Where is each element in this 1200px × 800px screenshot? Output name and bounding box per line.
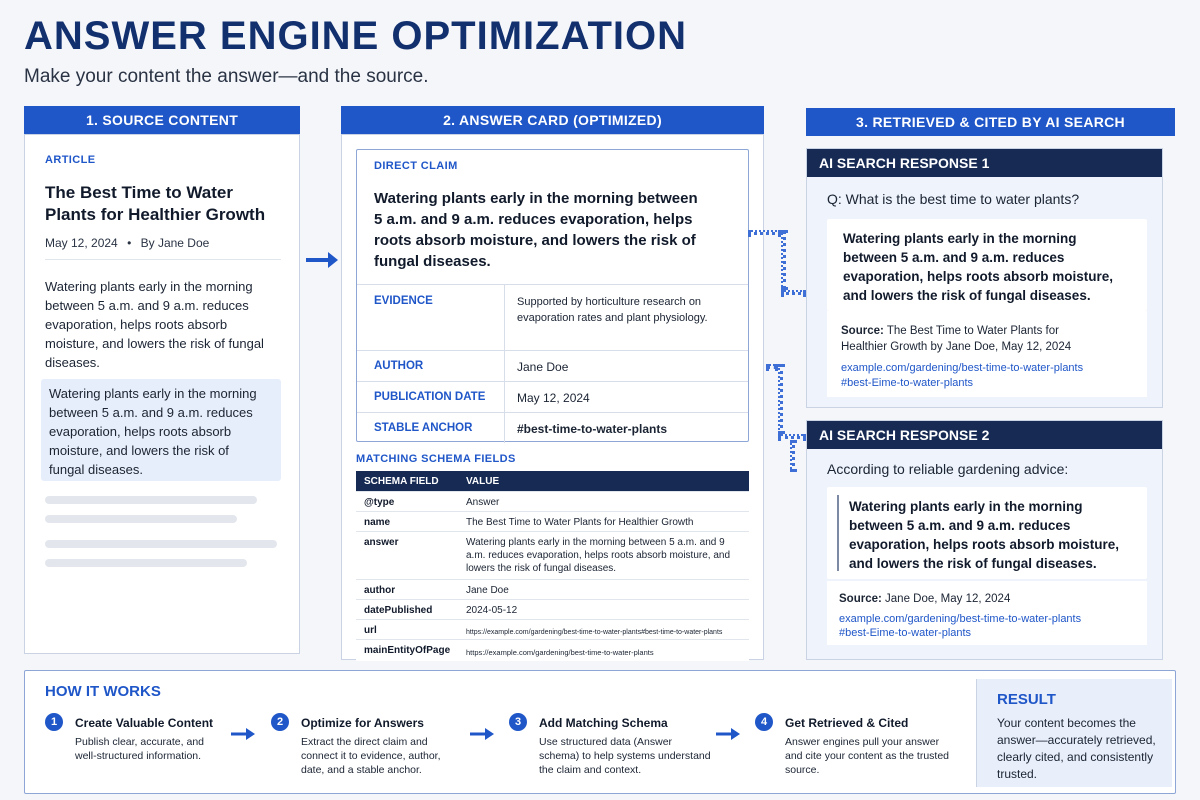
schema-value: Watering plants early in the morning between 5 a.m. and 9 a.m. reduces evaporation, helps roots absorb moisture, and lowers the risk of fungal diseases. (466, 537, 731, 574)
ai-response-2-answer-box (827, 487, 1147, 579)
result-text: Your content becomes the answer—accurately retrieved, clearly cited, and consistently trusted. (997, 716, 1156, 781)
step-number: 1 (45, 713, 63, 731)
schema-field: author (364, 585, 396, 596)
source-label: Source: (841, 325, 884, 337)
divider (45, 259, 281, 260)
schema-row (356, 639, 749, 661)
arrow-right-icon (230, 727, 256, 741)
answer-card-panel (341, 134, 764, 660)
author-value: Jane Doe (517, 360, 569, 374)
ai-response-1-answer: Watering plants early in the morning between 5 a.m. and 9 a.m. reduces evaporation, helps roots absorb moisture, and lowers the risk of fungal diseases. (843, 231, 1114, 303)
publication-date-value: May 12, 2024 (517, 391, 590, 405)
connector-line (790, 440, 795, 472)
ai-response-1-source-text (841, 323, 1101, 355)
ai-response-2-source-text (839, 591, 1010, 607)
schema-row (356, 599, 749, 619)
ai-response-2-intro: According to reliable gardening advice: (827, 461, 1069, 477)
connector-line (781, 230, 786, 290)
placeholder-line (45, 559, 247, 567)
source-content-header: 1. SOURCE CONTENT (24, 106, 300, 134)
ai-response-2-source (827, 581, 1147, 645)
schema-value: The Best Time to Water Plants for Healthier Growth (466, 517, 694, 528)
article-meta (45, 236, 209, 250)
ai-response-2-link[interactable]: example.com/gardening/best-time-to-water-plants (839, 613, 1082, 625)
source-label: Source: (839, 593, 882, 605)
connector-line (766, 364, 778, 369)
schema-title: MATCHING SCHEMA FIELDS (356, 453, 516, 465)
meta-separator: • (127, 236, 132, 250)
publication-date-label: PUBLICATION DATE (374, 391, 486, 403)
direct-claim-text: Watering plants early in the morning between 5 a.m. and 9 a.m. reduces evaporation, helps roots absorb moisture, and lowers the risk of fungal diseases. (374, 190, 698, 270)
placeholder-line (45, 496, 257, 504)
step-title: Optimize for Answers (301, 716, 424, 730)
schema-row (356, 491, 749, 511)
ai-response-1-source (827, 311, 1147, 397)
schema-row (356, 531, 749, 579)
column-divider (504, 382, 505, 412)
schema-value: Answer (466, 497, 500, 508)
how-it-works-panel (24, 670, 1176, 794)
column-divider (504, 413, 505, 443)
step-text: Use structured data (Answer schema) to help systems understand the claim and context. (539, 736, 711, 776)
article-author: By Jane Doe (140, 236, 210, 250)
step-title: Create Valuable Content (75, 716, 214, 730)
column-divider (504, 351, 505, 381)
ai-response-1 (806, 148, 1163, 408)
schema-row (356, 619, 749, 639)
source-citation: Jane Doe, May 12, 2024 (885, 593, 1011, 605)
stable-anchor-row (357, 412, 748, 443)
retrieved-header: 3. RETRIEVED & CITED BY AI SEARCH (806, 108, 1175, 136)
step-title: Get Retrieved & Cited (785, 716, 909, 730)
placeholder-line (45, 515, 237, 523)
ai-response-1-header: AI SEARCH RESPONSE 1 (807, 149, 1162, 177)
step-number: 3 (509, 713, 527, 731)
how-it-works-title: HOW IT WORKS (45, 683, 161, 700)
schema-field: name (364, 517, 391, 528)
connector-line (778, 434, 806, 439)
ai-response-2-anchor-link[interactable]: #best-Eime-to-water-plants (839, 627, 972, 639)
column-divider (504, 285, 505, 350)
schema-field: mainEntityOfPage (364, 645, 451, 656)
author-row (357, 350, 748, 381)
schema-value: 2024-05-12 (466, 605, 518, 616)
schema-table (356, 471, 749, 661)
step-number: 2 (271, 713, 289, 731)
ai-response-2-answer: Watering plants early in the morning between 5 a.m. and 9 a.m. reduces evaporation, helps roots absorb moisture, and lowers the risk of fungal diseases. (849, 499, 1120, 571)
highlighted-claim-text: Watering plants early in the morning between 5 a.m. and 9 a.m. reduces evaporation, helps roots absorb moisture, and lowers the risk of fungal diseases. (49, 386, 257, 477)
publication-date-row (357, 381, 748, 412)
source-content-panel (24, 134, 300, 654)
connector-line (781, 290, 806, 295)
schema-table-header (356, 471, 749, 491)
quote-bar (837, 495, 839, 571)
direct-claim-label: DIRECT CLAIM (374, 160, 458, 172)
schema-row (356, 511, 749, 531)
ai-response-2 (806, 420, 1163, 660)
placeholder-line (45, 540, 277, 548)
result-title: RESULT (997, 691, 1056, 708)
connector-line (778, 364, 783, 434)
answer-card (356, 149, 749, 442)
schema-field: answer (364, 537, 399, 548)
ai-response-1-anchor-link[interactable]: #best-Eime-to-water-plants (841, 377, 974, 389)
source-citation: The Best Time to Water Plants for Healthier Growth by Jane Doe, May 12, 2024 (841, 325, 1072, 353)
arrow-right-icon (715, 727, 741, 741)
schema-value: https://example.com/gardening/best-time-to-water-plants#best-time-to-water-plants (466, 629, 723, 636)
answer-card-header: 2. ANSWER CARD (OPTIMIZED) (341, 106, 764, 134)
evidence-row (357, 284, 748, 350)
arrow-right-icon (304, 250, 340, 270)
article-paragraph: Watering plants early in the morning between 5 a.m. and 9 a.m. reduces evaporation, helps roots absorb moisture, and lowers the risk of fungal diseases. (45, 279, 264, 370)
schema-row (356, 579, 749, 599)
schema-field: url (364, 625, 377, 636)
schema-value: Jane Doe (466, 585, 509, 596)
ai-response-1-answer-box (827, 219, 1147, 311)
article-date: May 12, 2024 (45, 236, 118, 250)
page-subtitle: Make your content the answer—and the source. (24, 66, 429, 87)
stable-anchor-value: #best-time-to-water-plants (517, 422, 668, 436)
connector-line (748, 230, 781, 235)
result-box (976, 679, 1172, 787)
ai-response-1-link[interactable]: example.com/gardening/best-time-to-water-plants (841, 362, 1084, 374)
schema-field: @type (364, 497, 395, 508)
step-title: Add Matching Schema (539, 716, 668, 730)
author-label: AUTHOR (374, 360, 424, 372)
schema-col-field: SCHEMA FIELD (364, 476, 439, 487)
arrow-right-icon (469, 727, 495, 741)
step-text: Answer engines pull your answer and cite your content as the trusted source. (785, 736, 950, 776)
step-text: Extract the direct claim and connect it to evidence, author, date, and a stable anchor. (301, 736, 441, 776)
article-kicker: ARTICLE (45, 154, 96, 166)
step-text: Publish clear, accurate, and well-structured information. (75, 736, 204, 762)
step-number: 4 (755, 713, 773, 731)
evidence-value: Supported by horticulture research on evaporation rates and plant physiology. (517, 296, 708, 324)
ai-response-1-question: Q: What is the best time to water plants? (827, 191, 1080, 207)
evidence-label: EVIDENCE (374, 295, 433, 307)
article-title: The Best Time to Water Plants for Healthier Growth (45, 183, 266, 224)
schema-value: https://example.com/gardening/best-time-to-water-plants (466, 648, 654, 657)
schema-col-value: VALUE (466, 476, 500, 487)
stable-anchor-label: STABLE ANCHOR (374, 422, 473, 434)
highlighted-claim (41, 379, 281, 481)
schema-field: datePublished (364, 605, 433, 616)
page-title: ANSWER ENGINE OPTIMIZATION (24, 14, 688, 58)
ai-response-2-header: AI SEARCH RESPONSE 2 (807, 421, 1162, 449)
